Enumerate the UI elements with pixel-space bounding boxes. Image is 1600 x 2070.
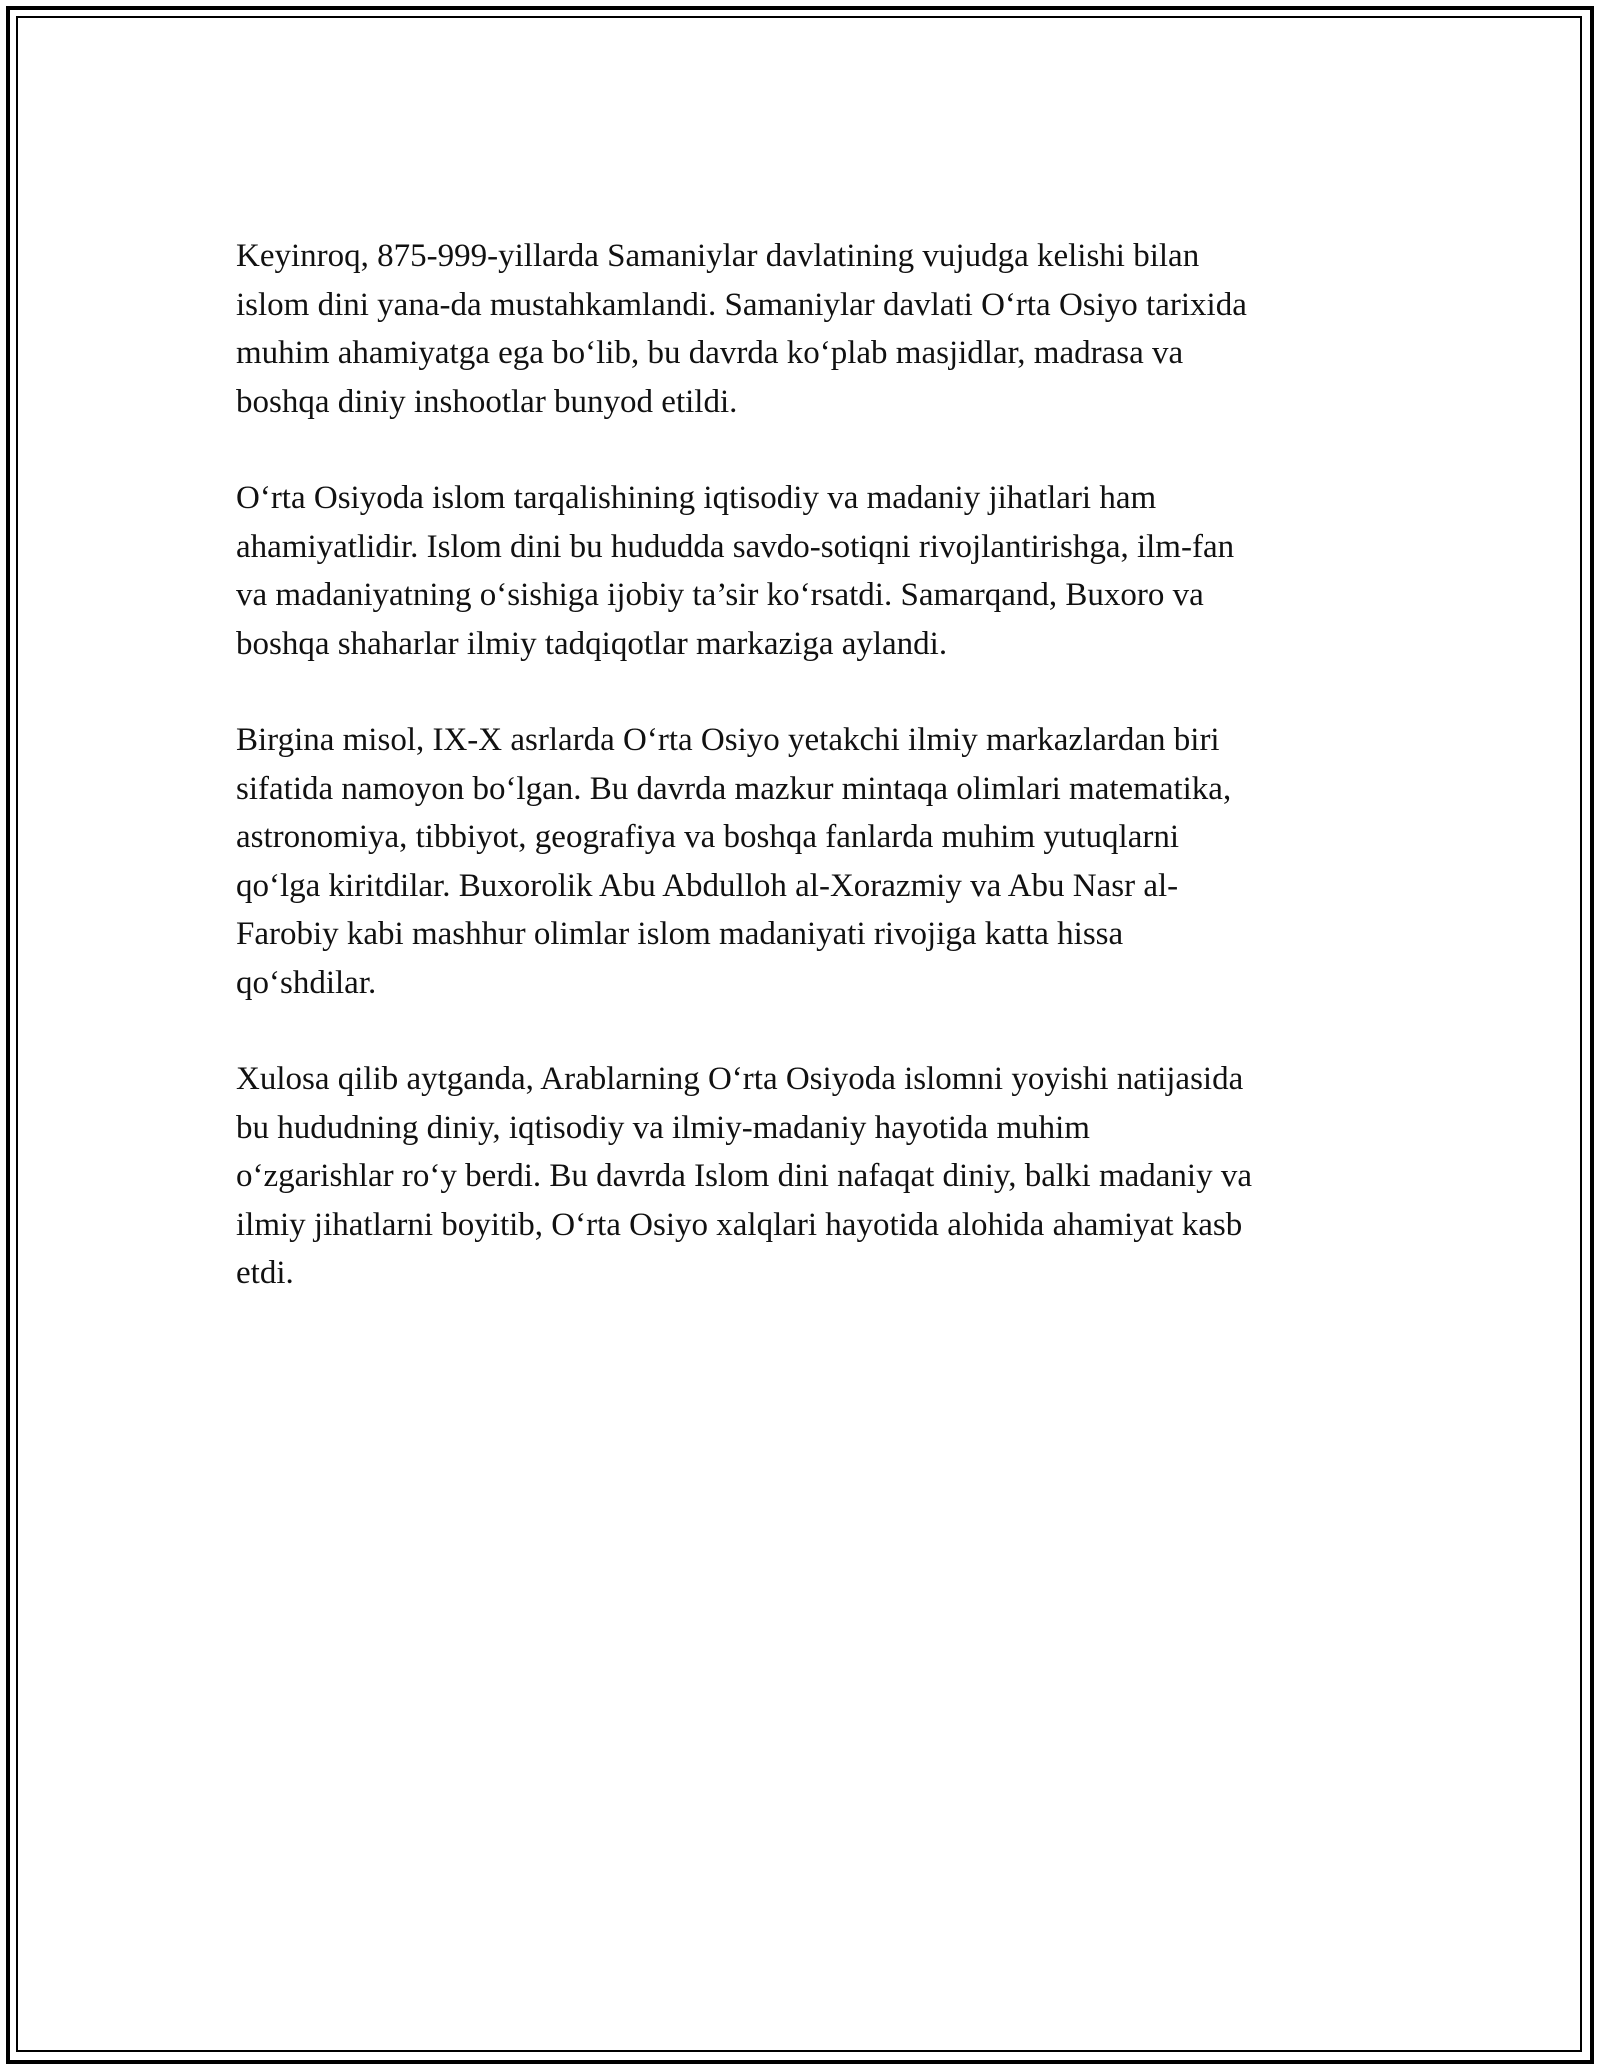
text-line: qo‘lga kiritdilar. Buxorolik Abu Abdulloh al-Xorazmiy va Abu Nasr al- [236, 867, 1179, 904]
text-line: boshqa diniy inshootlar bunyod etildi. [236, 383, 738, 420]
paragraph-samanids [236, 232, 1386, 426]
text-line: islom dini yana-da mustahkamlandi. Samaniylar davlati O‘rta Osiyo tarixida [236, 286, 1247, 323]
text-line: qo‘shdilar. [236, 964, 377, 1001]
text-line: Keyinroq, 875-999-yillarda Samaniylar davlatining vujudga kelishi bilan [236, 238, 1200, 274]
text-line: ahamiyatlidir. Islom dini bu hududda savdo-sotiqni rivojlantirishga, ilm-fan [236, 528, 1235, 565]
text-line: Farobiy kabi mashhur olimlar islom madaniyati rivojiga katta hissa [236, 916, 1124, 952]
text-line: O‘rta Osiyoda islom tarqalishining iqtisodiy va madaniy jihatlari ham [236, 480, 1157, 516]
text-line: etdi. [236, 1255, 294, 1291]
paragraph-scientific-centers [236, 716, 1386, 1007]
text-line: va madaniyatning o‘sishiga ijobiy ta’sir ko‘rsatdi. Samarqand, Buxoro va [236, 577, 1204, 613]
text-line: o‘zgarishlar ro‘y berdi. Bu davrda Islom dini nafaqat diniy, balki madaniy va [236, 1158, 1252, 1194]
text-line: Birgina misol, IX-X asrlarda O‘rta Osiyo yetakchi ilmiy markazlardan biri [236, 722, 1220, 758]
text-line: boshqa shaharlar ilmiy tadqiqotlar markaziga aylandi. [236, 625, 948, 662]
text-line: muhim ahamiyatga ega bo‘lib, bu davrda ko‘plab masjidlar, madrasa va [236, 335, 1184, 371]
text-line: sifatida namoyon bo‘lgan. Bu davrda mazkur mintaqa olimlari matematika, [236, 770, 1232, 807]
paragraph-economic-cultural [236, 474, 1386, 668]
text-line: ilmiy jihatlarni boyitib, O‘rta Osiyo xalqlari hayotida alohida ahamiyat kasb [236, 1206, 1243, 1243]
text-line: bu hududning diniy, iqtisodiy va ilmiy-madaniy hayotida muhim [236, 1109, 1090, 1146]
document-body [236, 232, 1386, 1346]
text-line: astronomiya, tibbiyot, geografiya va boshqa fanlarda muhim yutuqlarni [236, 819, 1180, 855]
text-line: Xulosa qilib aytganda, Arablarning O‘rta Osiyoda islomni yoyishi natijasida [236, 1061, 1244, 1097]
paragraph-conclusion [236, 1055, 1386, 1298]
